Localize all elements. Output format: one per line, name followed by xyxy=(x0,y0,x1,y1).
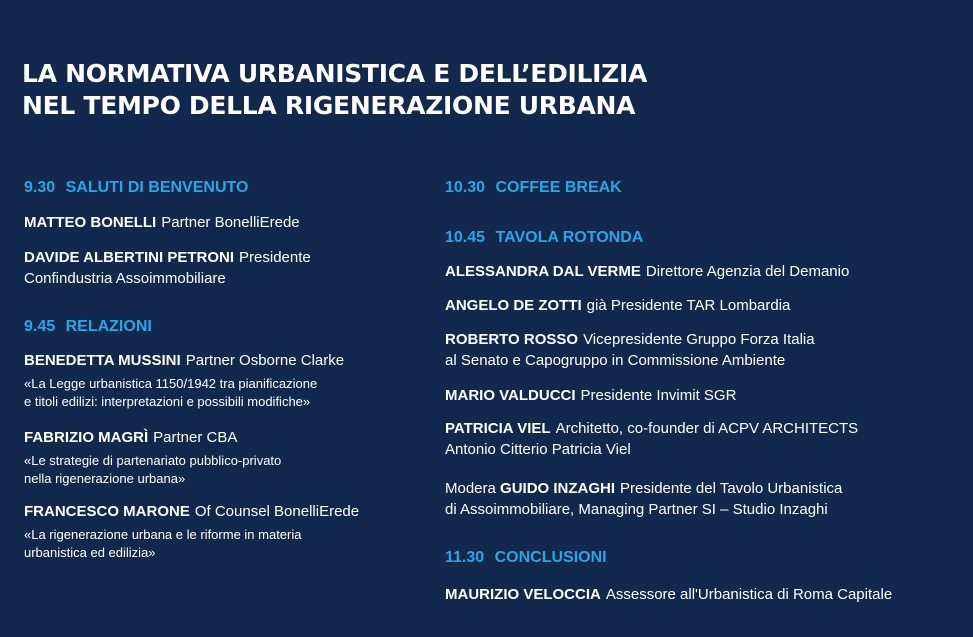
speaker-name: DAVIDE ALBERTINI PETRONI xyxy=(24,249,235,266)
session-welcome xyxy=(24,178,248,198)
speaker-name: PATRICIA VIEL xyxy=(445,420,551,437)
speaker-entry xyxy=(24,350,344,371)
session-label: RELAZIONI xyxy=(65,318,152,335)
speaker-role: già Presidente TAR Lombardia xyxy=(586,297,791,314)
speaker-entry xyxy=(445,261,849,282)
session-label: CONCLUSIONI xyxy=(494,549,607,566)
speaker-name: FABRIZIO MAGRÌ xyxy=(24,429,149,446)
speaker-name: ANGELO DE ZOTTI xyxy=(445,297,582,314)
session-conclusions xyxy=(445,548,607,568)
title-line-2: NEL TEMPO DELLA RIGENERAZIONE URBANA xyxy=(22,91,636,120)
speaker-role: Presidente xyxy=(239,249,311,266)
speaker-role: Antonio Citterio Patricia Viel xyxy=(445,441,631,458)
speaker-name: ALESSANDRA DAL VERME xyxy=(445,263,641,280)
speaker-name: BENEDETTA MUSSINI xyxy=(24,352,181,369)
moderator-prefix: Modera xyxy=(445,480,496,497)
speaker-role: Partner CBA xyxy=(153,429,238,446)
session-label: TAVOLA ROTONDA xyxy=(495,229,644,246)
title-line-1: LA NORMATIVA URBANISTICA E DELL’EDILIZIA xyxy=(22,59,648,88)
speaker-entry xyxy=(24,427,237,448)
talk-title xyxy=(24,526,302,562)
speaker-role: Presidente Invimit SGR xyxy=(580,387,737,404)
speaker-role: Partner Osborne Clarke xyxy=(185,352,345,369)
speaker-name: MAURIZIO VELOCCIA xyxy=(445,586,601,603)
speaker-entry xyxy=(445,295,790,316)
speaker-role: di Assoimmobiliare, Managing Partner SI – Studio Inzaghi xyxy=(445,501,828,518)
speaker-entry xyxy=(24,247,311,289)
speaker-role: Of Counsel BonelliErede xyxy=(194,503,360,520)
speaker-role: Confindustria Assoimmobiliare xyxy=(24,270,226,287)
speaker-name: MARIO VALDUCCI xyxy=(445,387,576,404)
talk-title-line: «Le strategie di partenariato pubblico-privato xyxy=(24,453,282,468)
session-talks xyxy=(24,317,152,337)
page-title xyxy=(22,58,647,122)
speaker-name: FRANCESCO MARONE xyxy=(24,503,190,520)
speaker-entry xyxy=(445,385,736,406)
speaker-entry xyxy=(445,418,858,460)
session-time: 10.30 xyxy=(445,179,486,196)
speaker-entry xyxy=(445,584,892,605)
talk-title xyxy=(24,375,317,411)
session-coffee-break xyxy=(445,178,622,198)
talk-title-line: nella rigenerazione urbana» xyxy=(24,471,186,486)
talk-title-line: e titoli edilizi: interpretazioni e possibili modifiche» xyxy=(24,394,311,409)
talk-title-line: «La Legge urbanistica 1150/1942 tra pianificazione xyxy=(24,376,318,391)
speaker-role: Partner BonelliErede xyxy=(161,214,300,231)
speaker-role: al Senato e Capogruppo in Commissione Ambiente xyxy=(445,352,786,369)
session-time: 10.45 xyxy=(445,229,486,246)
talk-title-line: «La rigenerazione urbana e le riforme in materia xyxy=(24,527,302,542)
speaker-role: Assessore all'Urbanistica di Roma Capitale xyxy=(605,586,893,603)
session-time: 11.30 xyxy=(445,549,485,566)
speaker-name: GUIDO INZAGHI xyxy=(500,480,616,497)
speaker-entry xyxy=(24,501,359,522)
speaker-role: Architetto, co-founder di ACPV ARCHITECTS xyxy=(555,420,859,437)
speaker-name: MATTEO BONELLI xyxy=(24,214,157,231)
session-label: SALUTI DI BENVENUTO xyxy=(65,179,249,196)
session-label: COFFEE BREAK xyxy=(495,179,622,196)
speaker-entry xyxy=(445,329,815,371)
talk-title xyxy=(24,452,281,488)
speaker-role: Vicepresidente Gruppo Forza Italia xyxy=(583,331,815,348)
session-time: 9.45 xyxy=(24,318,56,335)
speaker-entry xyxy=(24,212,300,233)
session-time: 9.30 xyxy=(24,179,56,196)
speaker-role: Direttore Agenzia del Demanio xyxy=(645,263,850,280)
talk-title-line: urbanistica ed edilizia» xyxy=(24,545,156,560)
session-round-table xyxy=(445,228,643,248)
speaker-name: ROBERTO ROSSO xyxy=(445,331,579,348)
speaker-role: Presidente del Tavolo Urbanistica xyxy=(620,480,843,497)
moderator-entry xyxy=(445,478,842,520)
